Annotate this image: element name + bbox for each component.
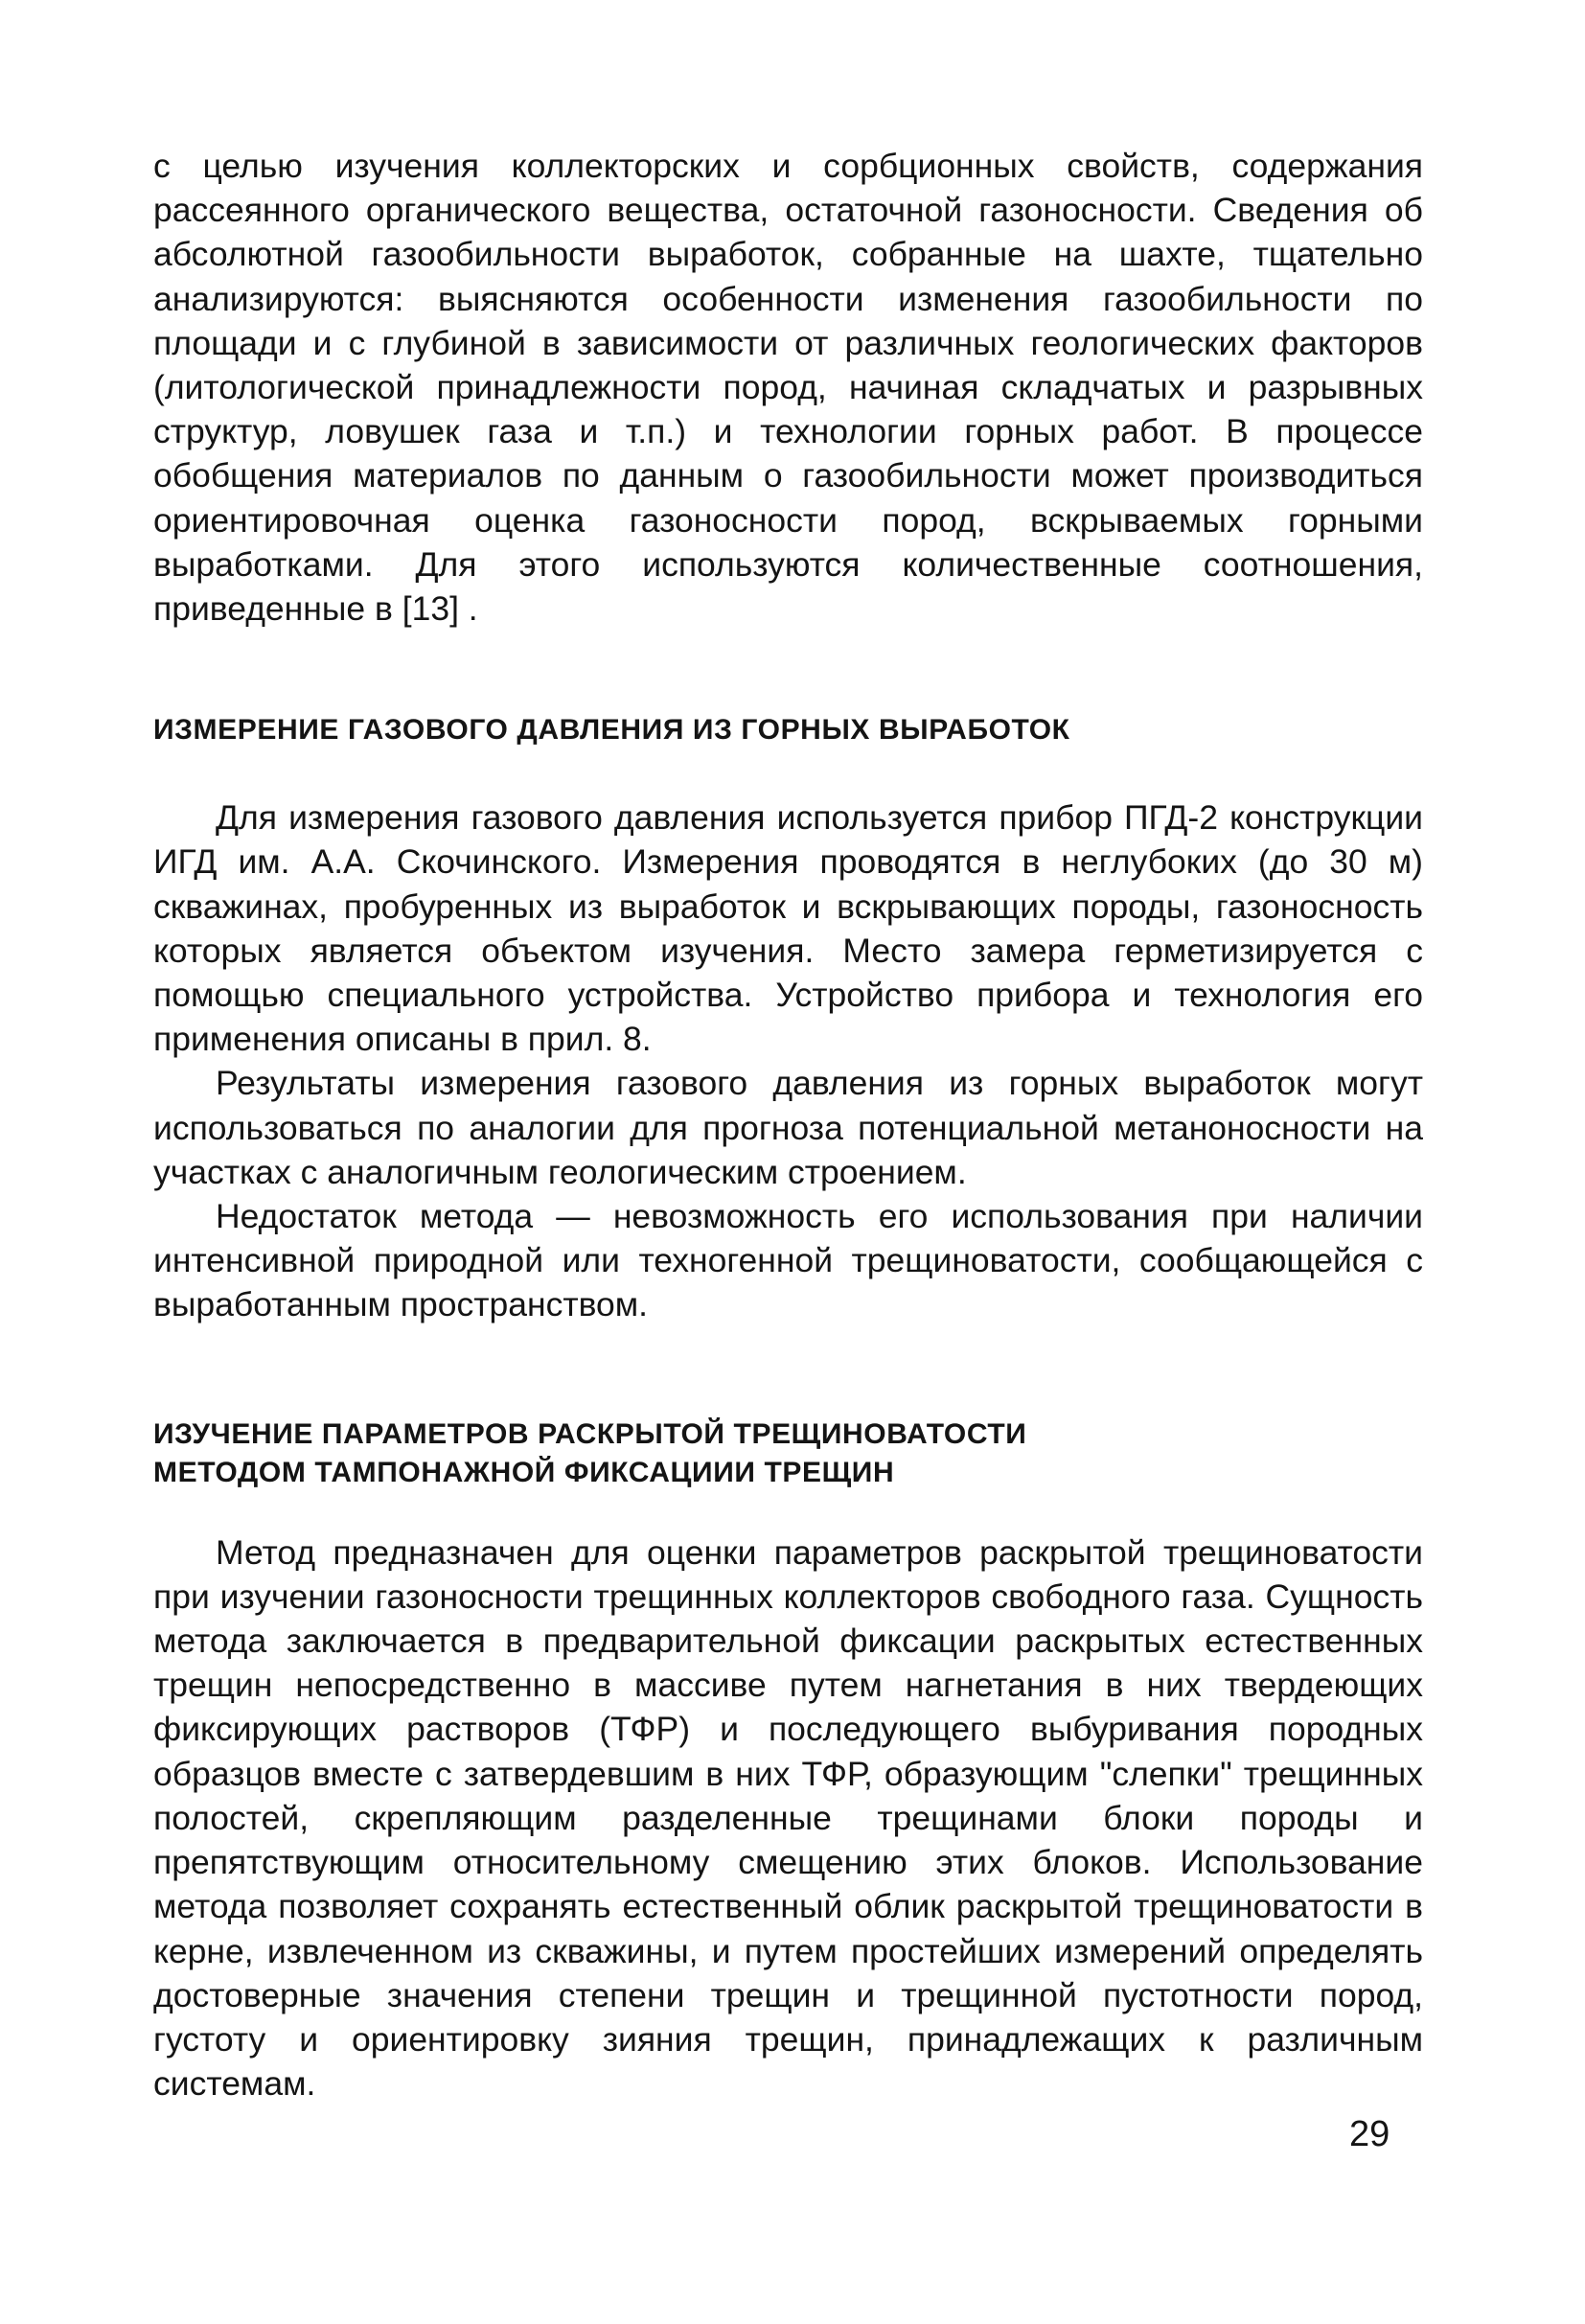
paragraph: Недостаток метода — невозможность его использования при наличии интенсивной природной или техногенной трещиноватости, сообщающейся с выработанным пространством. [153,1197,1423,1324]
page-body [153,144,1423,2105]
section-heading-fracture-parameters [153,1415,1423,1492]
section-heading-gas-pressure: ИЗМЕРЕНИЕ ГАЗОВОГО ДАВЛЕНИЯ ИЗ ГОРНЫХ ВЫРАБОТОК [153,714,1070,747]
page-number: 29 [1349,2114,1390,2154]
paragraph: Метод предназначен для оценки параметров раскрытой трещиноватости при изучении газоносности трещинных коллекторов свободного газа. Сущность метода заключается в предварительной фиксации раскрытых естественных трещин непосредственно в массиве путем нагнетания в них твердеющих фиксирующих растворов (ТФР) и последующего выбуривания породных образцов вместе с затвердевшим в них ТФР, образующим "слепки" трещинных полостей, скрепляющим разделенные трещинами блоки породы и препятствующим относительному смещению этих блоков. Использование метода позволяет сохранять естественный облик раскрытой трещиноватости в керне, извлеченном из скважины, и путем простейших измерений определять достоверные значения степени трещин и трещинной пустотности пород, густоту и ориентировку зияния трещин, принадлежащих к различным системам. [153,1532,1423,2104]
intro-paragraph: с целью изучения коллекторских и сорбционных свойств, содержания рассеянного органического вещества, остаточной газоносности. Сведения об абсолютной газообильности выработок, собранные на шахте, тщательно анализируются: выясняются особенности изменения газообильности по площади и с глубиной в зависимости от различных геологических факторов (литологической принадлежности пород, начиная складчатых и разрывных структур, ловушек газа и т.п.) и технологии горных работ. В процессе обобщения материалов по данным о газообильности может производиться ориентировочная оценка газоносности пород, вскрываемых горными выработками. Для этого используются количественные соотношения, приведенные в [13] . [153,147,1423,629]
paragraph: Результаты измерения газового давления из горных выработок могут использоваться по аналогии для прогноза потенциальной метаноносности на участках с аналогичным геологическим строением. [153,1064,1423,1191]
paragraph: Для измерения газового давления используется прибор ПГД-2 конструкции ИГД им. А.А. Скочинского. Измерения проводятся в неглубоких (до 30 м) скважинах, пробуренных из выработок и вскрывающих породы, газоносность которых является объектом изучения. Место замера герметизируется с помощью специального устройства. Устройство прибора и технология его применения описаны в прил. 8. [153,798,1423,1059]
section-heading-line: МЕТОДОМ ТАМПОНАЖНОЙ ФИКСАЦИИИ ТРЕЩИН [153,1456,895,1488]
section-heading-line: ИЗУЧЕНИЕ ПАРАМЕТРОВ РАСКРЫТОЙ ТРЕЩИНОВАТОСТИ [153,1417,1027,1450]
